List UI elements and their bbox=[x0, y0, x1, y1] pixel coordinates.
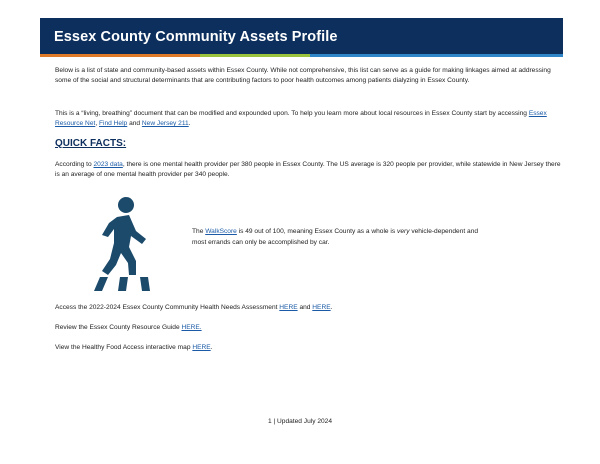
chna-link-2[interactable]: HERE bbox=[312, 304, 331, 311]
food-text: View the Healthy Food Access interactive map bbox=[55, 344, 193, 351]
header-stripe-blue bbox=[310, 54, 563, 57]
period-text: . bbox=[188, 120, 191, 127]
resources-text: This is a “living, breathing” document that can be modified and expounded upon. To help you learn more about local resources in Essex County start by accessing bbox=[55, 110, 529, 117]
walk-text-before: The bbox=[192, 228, 206, 235]
header-stripe-orange bbox=[40, 54, 200, 57]
chna-text: Access the 2022-2024 Essex County Community Health Needs Assessment bbox=[55, 304, 280, 311]
pedestrian-crosswalk-icon bbox=[84, 195, 168, 293]
find-help-link[interactable]: Find Help bbox=[99, 120, 128, 127]
mh-text-after: , there is one mental health provider per 380 people in Essex County. The US average is 320 people per provider, while statewide in New Jersey there is an average of one mental health provider per 340 people. bbox=[55, 161, 561, 178]
walk-text-after: vehicle-dependent and most errands can only be accomplished by car. bbox=[192, 228, 479, 246]
chna-link-1[interactable]: HERE bbox=[279, 304, 298, 311]
and-text: and bbox=[127, 120, 142, 127]
resource-guide-link[interactable]: HERE. bbox=[181, 324, 202, 331]
food-map-link[interactable]: HERE bbox=[192, 344, 211, 351]
intro-text: Below is a list of state and community-based assets within Essex County. While not comprehensive, this list can serve as a guide for making linkages aimed at addressing some of the social and structural determinants that are contributing factors to poor health outcomes among patients dialyzing in Essex County. bbox=[55, 67, 551, 84]
resources-paragraph bbox=[55, 109, 565, 129]
nj-211-link[interactable]: New Jersey 211 bbox=[141, 120, 189, 127]
separator-text: , bbox=[95, 120, 99, 127]
chna-line bbox=[55, 303, 565, 313]
body-shape bbox=[102, 215, 146, 275]
chna-and-text: and bbox=[297, 304, 313, 311]
crosswalk-stripe-2 bbox=[118, 277, 128, 291]
essex-resource-net-link[interactable]: Essex Resource Net bbox=[55, 110, 547, 127]
page-footer: 1 | Updated July 2024 bbox=[267, 418, 333, 425]
quick-facts-heading: QUICK FACTS: bbox=[55, 138, 127, 149]
guide-text: Review the Essex County Resource Guide bbox=[55, 324, 182, 331]
walk-text-emphasis: very bbox=[397, 228, 410, 235]
walkscore-fact bbox=[192, 226, 482, 248]
crosswalk-stripe-3 bbox=[140, 277, 150, 291]
walk-text-mid: is 49 out of 100, meaning Essex County as a whole is bbox=[236, 228, 398, 235]
header-stripe-green bbox=[200, 54, 310, 57]
crosswalk-stripe-1 bbox=[94, 277, 108, 291]
mental-health-fact bbox=[55, 160, 565, 180]
mh-text-before: According to bbox=[55, 161, 94, 168]
intro-paragraph bbox=[55, 66, 565, 86]
head-shape bbox=[118, 197, 134, 213]
walkscore-link[interactable]: WalkScore bbox=[205, 228, 237, 235]
page-header bbox=[40, 18, 563, 54]
2023-data-link[interactable]: 2023 data bbox=[93, 161, 123, 168]
resource-guide-line bbox=[55, 323, 565, 333]
page-title: Essex County Community Assets Profile bbox=[54, 29, 338, 45]
chna-end-text: . bbox=[330, 304, 333, 311]
food-map-line bbox=[55, 343, 565, 353]
food-end-text: . bbox=[210, 344, 213, 351]
